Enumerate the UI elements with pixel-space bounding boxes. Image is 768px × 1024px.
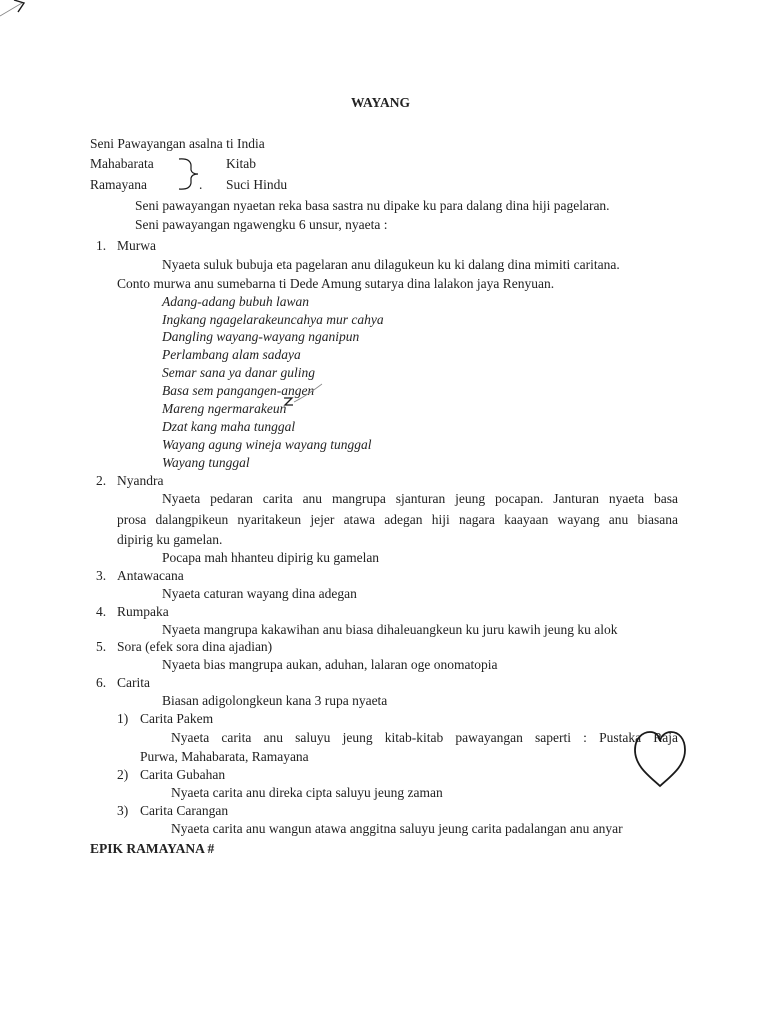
sublist-number: 3) <box>117 803 129 818</box>
section-text: Biasan adigolongkeun kana 3 rupa nyaeta <box>162 693 388 708</box>
poem-line: Wayang tunggal <box>162 455 250 470</box>
intro-mahabarata: Mahabarata <box>90 156 154 171</box>
poem-line: Perlambang alam sadaya <box>162 347 301 362</box>
intro-line: Seni Pawayangan asalna ti India <box>90 136 265 151</box>
section-heading: Nyandra <box>117 473 164 488</box>
list-number: 5. <box>96 639 107 654</box>
list-number: 2. <box>96 473 107 488</box>
list-number: 3. <box>96 568 107 583</box>
subsection-text: Nyaeta carita anu wangun atawa anggitna saluyu jeung carita padalangan anu anyar <box>171 821 623 836</box>
section-text: Pocapa mah hhanteu dipirig ku gamelan <box>162 550 380 565</box>
poem-line: Dzat kang maha tunggal <box>162 419 296 434</box>
subsection-heading: Carita Carangan <box>140 803 229 818</box>
section-heading: Sora (efek sora dina ajadian) <box>117 639 273 654</box>
intro-dot: . <box>199 177 203 192</box>
section-text: Conto murwa anu sumebarna ti Dede Amung sutarya dina lalakon jaya Renyuan. <box>117 276 555 291</box>
poem-line: Ingkang ngagelarakeuncahya mur cahya <box>162 312 384 327</box>
subsection-text: Nyaeta carita anu direka cipta saluyu jeung zaman <box>171 785 443 800</box>
corner-arrow-icon <box>0 0 30 20</box>
poem-line: Basa sem pangangen-angen <box>162 383 315 398</box>
list-number: 6. <box>96 675 107 690</box>
scribble-icon <box>280 382 326 410</box>
section-text: Nyaeta mangrupa kakawihan anu biasa dihaleuangkeun ku juru kawih jeung ku alok <box>162 622 618 637</box>
section-text: Nyaeta pedaran carita anu mangrupa sjanturan jeung pocapan. Janturan nyaeta basa <box>162 491 678 506</box>
section-heading: Murwa <box>117 238 156 253</box>
poem-line: Mareng ngermarakeun <box>162 401 287 416</box>
page-title: WAYANG <box>351 95 411 110</box>
intro-paragraph-2: Seni pawayangan ngawengku 6 unsur, nyaeta : <box>135 217 388 232</box>
poem-line: Semar sana ya danar guling <box>162 365 315 380</box>
heart-icon <box>631 728 689 790</box>
subsection-heading: Carita Gubahan <box>140 767 226 782</box>
section-text: prosa dalangpikeun nyaritakeun jejer atawa adegan hiji nagara kaayaan wayang anu biasana <box>117 512 678 527</box>
poem-line: Dangling wayang-wayang nganipun <box>162 329 360 344</box>
intro-ramayana: Ramayana <box>90 177 147 192</box>
list-number: 1. <box>96 238 107 253</box>
section-text: Nyaeta suluk bubuja eta pagelaran anu dilagukeun ku ki dalang dina mimiti caritana. <box>162 257 620 272</box>
subsection-heading: Carita Pakem <box>140 711 214 726</box>
sublist-number: 2) <box>117 767 129 782</box>
section-heading: Carita <box>117 675 150 690</box>
poem-line: Adang-adang bubuh lawan <box>162 294 309 309</box>
section-heading: Antawacana <box>117 568 184 583</box>
list-number: 4. <box>96 604 107 619</box>
section-text: Nyaeta bias mangrupa aukan, aduhan, lalaran oge onomatopia <box>162 657 498 672</box>
sublist-number: 1) <box>117 711 129 726</box>
poem-line: Wayang agung wineja wayang tunggal <box>162 437 372 452</box>
intro-paragraph-1: Seni pawayangan nyaetan reka basa sastra nu dipake ku para dalang dina hiji pagelaran. <box>135 198 610 213</box>
intro-kitab: Kitab <box>226 156 256 171</box>
subsection-text: Nyaeta carita anu saluyu jeung kitab-kitab pawayangan saperti : Pustaka Raja <box>171 730 678 745</box>
brace-icon <box>176 157 202 191</box>
section-text: Nyaeta caturan wayang dina adegan <box>162 586 357 601</box>
epik-ramayana-heading: EPIK RAMAYANA # <box>90 841 215 856</box>
section-heading: Rumpaka <box>117 604 169 619</box>
subsection-text: Purwa, Mahabarata, Ramayana <box>140 749 309 764</box>
intro-suci-hindu: Suci Hindu <box>226 177 288 192</box>
section-text: dipirig ku gamelan. <box>117 532 223 547</box>
